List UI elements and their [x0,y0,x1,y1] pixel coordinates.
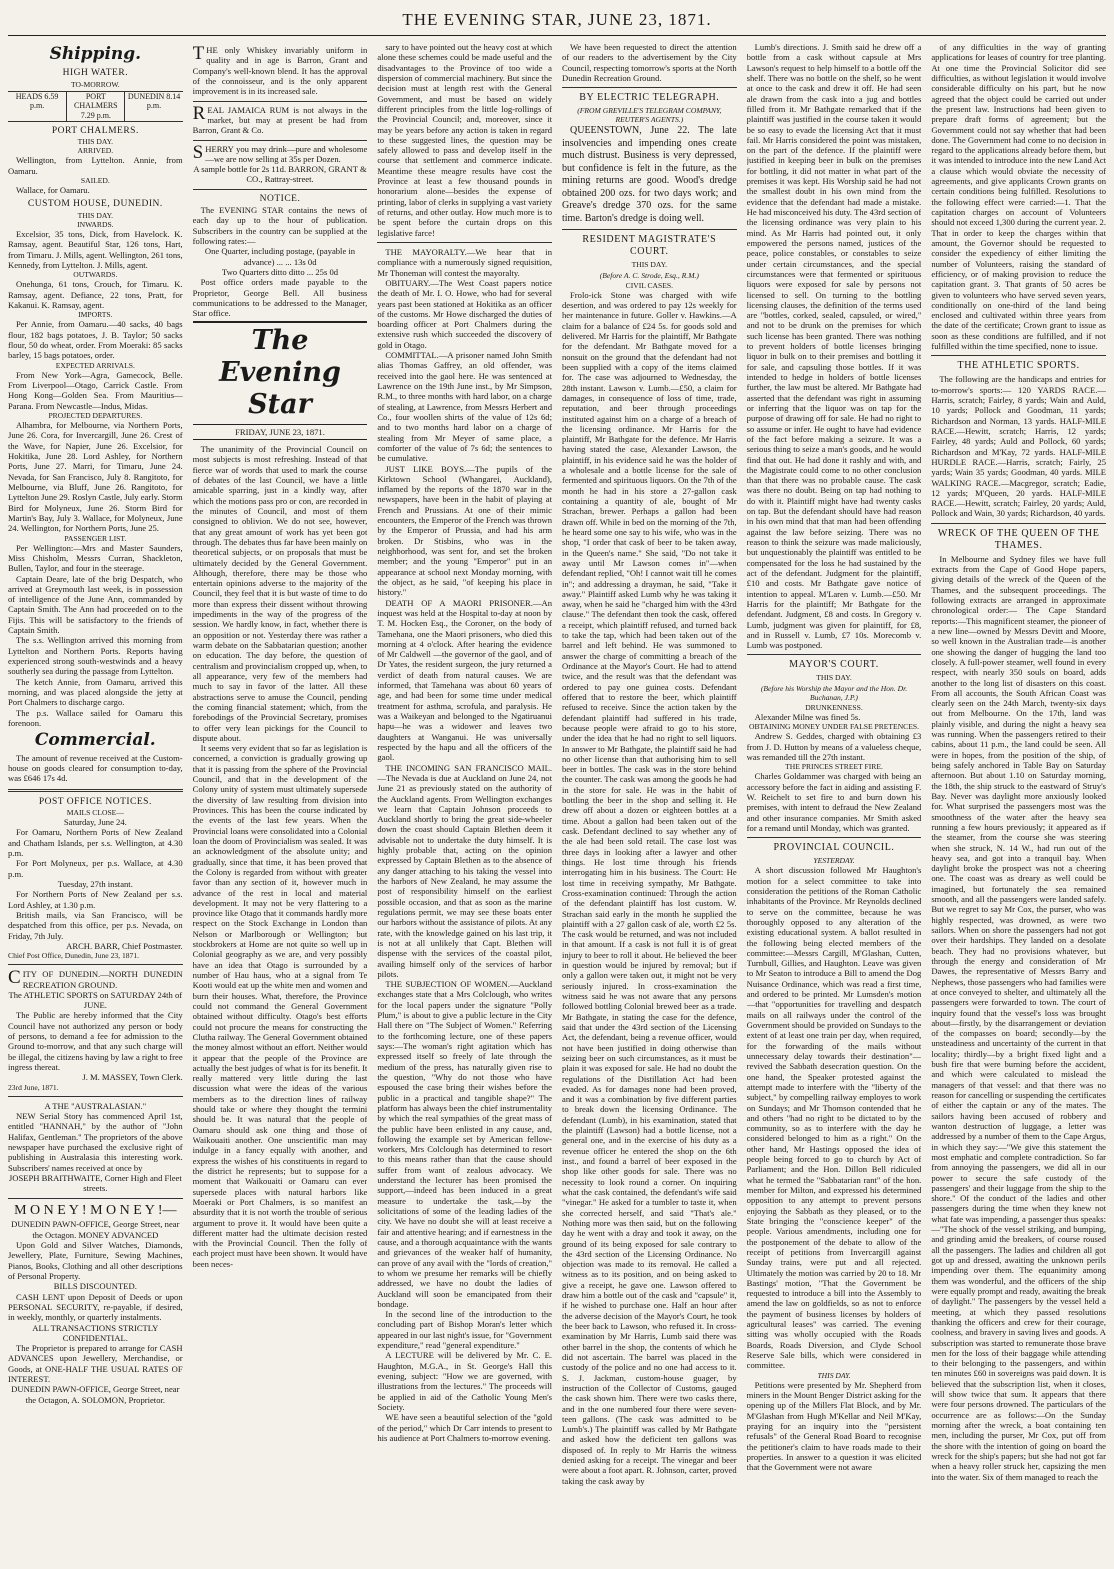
money-line: DUNEDIN PAWN-OFFICE, George Street, near the Octagon, A. SOLOMON, Proprietor. [11,1384,180,1405]
date-line: FRIDAY, JUNE 23, 1871. [193,427,368,440]
imports-text: Per Annie, from Oamaru.—40 sacks, 40 bags flour, 182 bags potatoes, J. B. Taylor; 50 sacks flour, 50 do wheat, order. From Moeraki: 85 sacks barley, 15 bags potatoes, order. [8,319,183,361]
commercial-text: The amount of revenue received at the Custom-house on goods cleared for consumption to-day, was £646 17s 4d. [8,752,183,784]
tide-heads: HEADS 6.59 p.m. [15,91,59,111]
fire-label: THE PRINCES STREET FIRE. [785,762,883,772]
high-water-label: HIGH WATER. [62,68,129,79]
rm-court-before: (Before A. C. Strode, Esq., R.M.) [599,270,699,280]
notice-heading: NOTICE. [259,193,301,204]
notice-rate: Two Quarters ditto ditto ... 25s 0d [221,267,339,278]
imports-label: IMPORTS. [78,310,113,320]
mayors-court-day: THIS DAY. [816,673,852,683]
arrived-text: Wellington, from Lyttelton. Annie, from Oamaru. [8,155,183,176]
column-1 [8,42,183,1562]
city-sports: The ATHLETIC SPORTS on SATURDAY 24th of JUNE. [8,989,183,1011]
post-text: For Port Molyneux, per p.s. Wallace, at 4.30 p.m. [8,858,183,879]
city-heading: CITY OF DUNEDIN.—NORTH DUNEDIN RECREATION GROUND. [8,967,183,990]
australasian-heading: A THE "AUSTRALASIAN." [44,1100,147,1111]
news-bishop-correction: In the second line of the introduction to the concluding part of Bishop Moran's letter which appeared in our last night's issue, for "Government expenditure," read "general expenditure." [377,1309,552,1351]
false-pretences-text: Andrew S. Geddes, charged with obtaining £3 from J. D. Hutton by means of a valueless cheque, was remanded till the 27th instant. [746,731,922,762]
sherry-advert [193,141,368,190]
provincial-council-heading: PROVINCIAL COUNCIL. [773,842,895,854]
fire-text: Charles Goldammer was charged with being an accessory before the fact in aiding and assisting F. W. Reichelt to set fire to and burn down his premises, with intent to defraud the New Zealand and other insurance companies. Mr Smith asked for a remand until Monday, which was granted. [746,771,922,833]
inwards-text: Excelsior, 35 tons, Dick, from Havelock. K. Ramsay, agent. Beautiful Star, 126 tons, Hart, from Timaru. J. Mills, agent. Wellington, 261 tons, Kennedy, from Lyttelton. J. Mills, agent. [8,228,183,270]
shipping-paragraph: Captain Deare, late of the brig Despatch, who arrived at Greymouth last week, is in possession of intelligence of the June Ann, commanded by Captain Smith. The Ann had proceeded on to the Fijis. This will be satisfactory to the friends of Captain Smith. [8,573,183,636]
australasian-body: NEW Serial Story has commenced April 1st, entitled "HANNAH," by the author of "John Halifax, Gentleman." The proprietors of the above newspaper have purchased the exclusive right of publishing in Australasia this interesting work. Subscribers' names received at once by [8,1111,183,1173]
money-line: ALL TRANSACTIONS STRICTLY CONFIDENTIAL. [32,1322,159,1343]
sherry-sample: A sample bottle for 2s 11d. BARRON, GRANT & CO., Rattray-street. [193,164,367,185]
athletic-sports-body: The following are the handicaps and entries for to-morrow's sports:— 120 YARDS RACE.—Harris, scratch; Fairley, 8 yards; Wain and Auld, 10 yards; Pollock and Goodman, 11 yards; Richardson and Norman, 13 yards. HALF-MILE RACE.—Hewitt, scratch; Harris, 12 yards; Fairley, 48 yards; Auld and Pollock, 60 yards; Richardson and M'Kay, 72 yards. HALF-MILE HURDLE RACE.—Harris, scratch; Fairly, 25 yards; Wain 35 yards; Goodman, 40 yards. MILE WALKING RACE.—Macgregor, scratch; Eadie, 12 yards; M'Queen, 20 yards. HALF-MILE RACE.—Hewitt, scratch; Fairley, 20 yards; Auld, Pollock and Wain, 30 yards; Richardson, 40 yards. [931,374,1106,519]
city-date: 23rd June, 1871. [8,1082,59,1092]
rm-court-heading: RESIDENT MAGISTRATE'S COURT. [582,234,717,258]
news-gold: WE have seen a beautiful selection of the "gold of the period," which Dr Carr intends to present to his audience at Port Chalmers to-morrow evening. [377,1412,552,1443]
commercial-heading: Commercial. [34,730,156,751]
money-line: BILLS DISCOUNTED. [53,1281,137,1292]
inwards-label: INWARDS. [77,219,114,229]
rm-court-day: THIS DAY. [631,260,668,270]
news-san-francisco-mail: THE INCOMING SAN FRANCISCO MAIL.—The Nevada is due at Auckland on June 24, not June 21 as previously stated on the authority of the Auckland agents. From Wellington exchanges we learn that Captain Johnson proceeds to Auckland shortly to bring the great side-wheeler down the coast should Captain Blethen deem it advisable not to undertake the duty himself. It is highly probable that, acting on the opinion expressed by Captain Blethen as to the absence of any danger attaching to his taking the vessel into the harbors of New Zealand, he may assume the post of responsibility himself on the earliest possible occasion, and that as soon as the marine regulations permit, we may see these boats enter our harbors without the assistance of pilots. At any rate, with the knowledge gained on his last trip, it is not at all unlikely that Capt. Blethen will dispense with the services of the coastal pilot, availing himself only of the services of harbor pilots. [377,762,552,979]
projected-text: Alhambra, for Melbourne, via Northern Ports, June 26. Cora, for Invercargill, June 26. Crest of the Wave, for Napier, June 26. Excelsior, for Hokitika, June 28. Lord Ashley, for Northern Ports, June 27. Marri, for Timaru, June 24. Nevada, for San Francisco, July 8. Rangitoto, for Melbourne, via Bluff, June 26. Rangitoto, for Lyttelton June 29. Roslyn Castle, July early. Storm Bird for Molyneux, June 26. Storm Bird for Martin's Bay, July 3. Wallace, for Molyneux, June 24. Wellington, for Northern Ports, June 25. [8,420,183,534]
editorial-paragraph: It seems very evident that so far as legislation is concerned, a conviction is gradually growing up that it is passing from the sphere of the Provincial Council, and that in the development of the Colony unity of system must ultimately supersede the diversity of law resulting from division into Provinces. This has been the course indicated by the events of the last few years. When the Provincial loans were consolidated into a Colonial loan the doom of Provincialism was sealed. It was an acknowledgment of the absolute unity; and gradually, since that time, it has been proved that the Colony is regarded from without with greater favor than any section of it, however much in advance of the rest in local and material development. It may not be very flattering to a province like Otago that it commands hardly more respect on the Stock Exchange in London than Nelson or Marlborough or Wellington; but stockbrokers at Home are not quite so well up in Colonial geography as we are, and very possibly have an idea that Otago is surrounded by a number of Hau haus, who at a signal from Te Kooti would eat up the white men and women and burn their houses. What, therefore, the Province could not command the General Government obtained without difficulty. Otago's best efforts could not procure the means for constructing the Clutha railway. The General Government obtained the money almost without an effort. Neither would it appear that the people of the Province are actually the best judges of what is for its benefit. It really mattered very little during the last discussion what were the ideas of the various members as to the direction lines of railway should take or where they thought the termini should be. It was natural that the people of Oamaru should ask one thing and those of Waikouaiti another. One unscientific man may indulge in a fancy equally with another, and express the wishes of his constituents in regard to the district he represents; but to suppose for a moment that Waikouaiti or Oamaru can ever supersede places with natural harbors like Moeraki or Port Chalmers, is so manifest an absurdity that it is not worth the trouble of serious argument to prove it. It would have been quite a different matter had the ultimate decision rested with the Provincial Council. Then the folly of each project must have been shown. It would have been neces- [192,743,368,1269]
news-lecture: A LECTURE will be delivered by Mr. C. E. Haughton, M.G.A., in St. George's Hall this evening, subject: "How we are governed, with illustrations from the lectures." The proceeds will be applied in aid of the Catholic Young Men's Society. [377,1350,552,1412]
notice-text: Post office orders made payable to the Proprietor, George Bell. All business communications to be addressed to the Manager, Star office. [192,277,368,319]
passenger-label: PASSENGER LIST. [64,533,127,543]
outwards-label: OUTWARDS. [73,270,118,280]
provincial-continued: of any difficulties in the way of granting applications for leases of country for tree planting. At one time the Provincial Solicitor did see difficulties, as without legislation it would involve considerable difficulty on his part, but he now agreed that the object could be carried out under the present law. Instructions had been given to prepare draft forms of agreement; but the Government could not say whether that had been done. The Government had come to no decision in regard to the applications already before them, but it was intended to introduce into the new Land Act a clause which would obviate the necessity of agreements, and give applicants Crown grants on certain conditions being fulfilled. Resolutions to the following effect were carried:—1. That the capitation charges on account of Volunteers should not exceed 1,300 during the current year. 2. That in order to keep the charges within that amount, the Governor should be requested to consider the expediency of either limiting the number of Volunteers, raising the standard of efficiency, or of making provision to reduce the capitation grant. 3. That grants of 50 acres be given to volunteers who have served seven years, conditionally on one-third of the land being enclosed and cultivated within three years from the date of the certificate; Crown grant to issue as soon as these conditions are fulfilled, and if not fulfilled within the time specified, none to issue. [931,42,1106,352]
tide-port-chalmers: PORT CHALMERS 7.29 p.m. [66,92,124,121]
news-obituary: OBITUARY.—The West Coast papers notice the death of Mr. I. O. Howe, who had for several years past been stationed at Hokitika as an officer of the customs. Mr Howe discharged the duties of boarding officer at Port Chalmers during the extensive rush which succeeded the discovery of gold in Otago. [377,277,552,350]
shipping-paragraph: The p.s. Wallace sailed for Oamaru this forenoon. [8,707,183,728]
telegraph-body: QUEENSTOWN, June 22. The late insolvencies and impending ones create much distrust. Business is very depressed, but confidence is felt in the future, as the mining returns are good. Wood's dredge obtained 200 ozs. for two days work; and Greave's dredge 370 ozs. for the same time. Barton's dredge is doing well. [562,125,737,224]
post-place: Chief Post Office, Dunedin, June 23, 1871. [8,951,140,961]
column-2 [193,42,368,1562]
shipping-heading: Shipping. [49,44,142,64]
athletic-sports-heading: THE ATHLETIC SPORTS. [957,360,1080,372]
tomorrow-label: TO-MORROW. [70,79,120,89]
money-heading: M O N E Y ! M O N E Y !— [14,1202,177,1218]
money-line: CASH LENT upon Deposit of Deeds or upon PERSONAL SECURITY, re-payable, if desired, in weekly, monthly, or quarterly instalments. [8,1291,183,1323]
provincial-yesterday: YESTERDAY. [813,856,855,866]
post-text: British mails, via San Francisco, will be despatched from this office, per p.s. Nevada, on Friday, 7th July. [8,909,183,941]
wreck-heading: WRECK OF THE QUEEN OF THE THAMES. [937,527,1100,551]
column-3 [377,42,552,1562]
post-tuesday: Tuesday, 27th instant. [57,878,133,889]
post-saturday: Saturday, June 24. [63,817,127,828]
telegraph-heading: BY ELECTRIC TELEGRAPH. [579,92,720,104]
port-chalmers-heading: PORT CHALMERS. [51,125,139,136]
post-signature: ARCH. BARR, Chief Postmaster. [66,940,183,951]
provincial-today-body: Petitions were presented by Mr. Shepherd from miners in the Mount Benger District asking for the opening up of the Millers Flat Block, and by Mr. M'Glashan from Hugh M'Kellar and Neil M'Kay, praying for an inquiry into the "persistent refusals" of the General Road Board to recognise the petitioner's claim to have roads made to their properties. In answer to a question it was elicited that the Government were not aware [746,1379,922,1473]
drunkenness-text: Alexander Milne was fined 5s. [754,711,861,722]
rum-advert: REAL JAMAICA RUM is not always in the market, but may at present be had from Barron, Grant & Co. [193,102,368,141]
money-line: Upon Gold and Silver Watches, Diamonds, Jewellery, Plate, Furniture, Sewing Machines, Pianos, Books, Clothing and all other descriptions of Personal Property. [8,1240,183,1281]
column-5 [747,42,922,1562]
paper-title: The Evening Star [193,321,368,425]
post-text: For Oamaru, Northern Ports of New Zealand and Chatham Islands, per s.s. Wellington, at 4.30 p.m. [8,827,183,858]
city-signature: J. M. MASSEY, Town Clerk. [82,1072,183,1083]
money-line: The Proprietor is prepared to arrange for CASH ADVANCES upon Jewellery, Merchandise, or Goods, at ONE-HALF THE USUAL RATES OF INTEREST. [8,1343,183,1385]
australasian-signature: JOSEPH BRAITHWAITE, Corner High and Fleet streets. [8,1172,182,1194]
post-text: For Northern Ports of New Zealand per s.s. Lord Ashley, at 1.30 p.m. [8,889,183,910]
rm-court-body: Frolo-ick Stone was charged with wife desertion, and was ordered to pay 12s weekly for her maintenance in future. Goller v. Hawkins.—A claim for a balance of £24 5s. for goods sold and delivered. Mr Harris for the plaintiff, Mr Bathgate for the defendant. Mr Bathgate moved for a nonsuit on the ground that the defendant had not been supplied with a copy of the items claimed for. The case was adjourned to Wednesday, the 28th instant. Lawson v. Lumb.—£50, a claim for damages, in consequence of loss of time, trade, reputation, and beer through proceedings instituted against him on a charge of a breach of the licensing ordinance. Mr Harris for the plaintiff, Mr Bathgate for the defence. Mr Harris having stated the case, Alexander Lawson, the plaintiff, in his evidence said he was the holder of a wholesale and a bottle license for the sale of fermented and spirituous liquors. On the 7th of the month he had in his store a 27-gallon cask containing a quantity of ale, bought of Mr Strachan, brewer. Perhaps a gallon had been drawn off. While in bed on the morning of the 7th, he heard some one say to his wife, who was in the shop, "I order that cask of beer to be taken away, in the Queen's name." She said, "Do not take it away until Mr Lawson comes in"—when defendant replied, "Oh! I cannot wait till he comes in"; and addressing a drayman, he said, "Take it away." Plaintiff asked Lumb why he was taking it away, when he said he "charged him with the 43rd clause." The defendant then took the cask, offered a receipt, which plaintiff refused, and turned back to take the tap, which had been taken out of the barrel and left behind. He was summoned to answer the charge of committing a breach of the Ordinance at the Mayor's Court. He had to attend twice, and the result was that the defendant was ordered to pay one guinea costs. Defendant offered that to restore the beer, which plaintiff refused to receive. Since the action taken by the defendant plaintiff had suffered in his trade, because people were afraid to go to his store, under the idea that he had no right to sell liquors. In answer to Mr Bathgate, the plaintiff said he had no other license than that authorising him to sell beer in bottles. The cask was in the store behind the counter. The cask was among the goods he had in the store for sale. He was in the habit of bottling the beer in the shop and selling it. He drew off about a dozen or eighteen bottles at a time. About a gallon had been taken out of the cask. Defendant declined to say whether any of the ale had been sold retail. The case lost was three days in looking after a lawyer and other things. He lost time through his friends interrogating him in his business. The Court: He lost time in receiving sympathy, Mr Bathgate. Cross-examination continued: Through the action of the defendant plaintiff has lost custom. W. Strachan said early in the month he supplied the plaintiff with a 27 gallon cask of ale, worth £2 5s. The cask would be returned, and was not included in that amount. If a cask is not full it is of great injury to beer to roll it about. He believed the beer in question would be injured by removal; but if only a gallon were taken out, it might not be very seriously injured. In cross-examination the witness said he was not aware that any persons followed bottling Colonial brewed beer as a trade. Mr Bathgate, in stating the case for the defence, said that under the 43rd section of the Licensing Act, the defendant, being a revenue officer, would not have been justified in doing otherwise than seizing beer on such circumstances, as it must be plain it was exposed for sale. He had no doubt the regulations of the Distillation Act had been evaded. As for damages none had been proved, and it was a combination by five different parties to break down the licensing Ordinance. The defendant (Lumb), in his examination, stated that the plaintiff (Lawson) had a bottle license, not a general one, and in the exercise of his duty as a revenue officer he entered the shop on the 6th inst., and found a barrel of beer exposed in the shop like other goods for sale. There was no necessity to look round a corner. On inquiring what the cask contained, the defendant's wife said "vinegar." He asked for a tumbler to taste it, when she corrected herself, and said "That's ale." Nothing more was then said, but on the following day he went with a dray and took it away, on the ground of its being exposed for sale contrary to the 43rd section of the Licensing Ordinance. No objection was made to its removal. He called a witness as to its position, and on being asked to give a receipt, he gave one. Lawson offered to draw him a bottle out of the cask and "capsule" it, if he wished to purchase one. Half an hour after the adverse decision of the Mayor's Court, he took the beer back to Lawson, who refused it. In cross-examination by Mr Harris, Lumb said there was other barrel in the shop, the contents of which he did not ascertain. The barrel was placed in the custody of the police and no one had access to it. S. J. Jackman, custom-house guager, by instruction of the Collector of Customs, gauged the cask shown him. There were two casks there, and in the one numbered four there were seven-teen gallons. (The cask was admitted to be Lumb's.) The plaintiff was called by Mr Bathgate and asked how the deficient ten gallons was disposed of. In reply to Mr Harris the witness denied asking for a receipt. The vinegar and beer were about a foot apart. R. Johnson, carter, proved taking the cask away by [562,289,737,1486]
mails-close-label: MAILS CLOSE— [66,807,124,817]
sherry-text: SHERRY you may drink—pure and wholesome—we are now selling at 35s per Dozen. [192,141,368,164]
column-4 [562,42,737,1562]
editorial-continued: sary to have pointed out the heavy cost at which alone these schemes could be made useful and the disadvantages to the Province of too wide a dispersion of commercial machinery. But since the decision must at length rest with the General Government, and must be based on widely different principles from the little log-rollings of the Provincial Council; and, moreover, since it may be years before any action is taken in regard to these suggested lines, the question may be safely allowed to pass and develop itself in the course that settlement and commerce indicate. Meantime these meagre results have cost the Province at least a few thousand pounds in honorarium alone—besides the expense of printing, labor of clerks in supplying a vast variety of returns, and other outlay. How much more is to be spent before the curtain drops on this legislative farce! [377,42,552,238]
customs-day: THIS DAY. [77,210,114,220]
tide-table [8,91,183,122]
news-maori-prisoner: DEATH OF A MAORI PRISONER.—An inquest was held at the Hospital to-day at noon by T. M. Hocken Esq., the Coroner, on the body of Tamehana, one the Maori prisoners, who died this morning at 4 o'clock. After hearing the evidence of Mr Caldwell —the governor of the gaol, and of Dr Yates, the resident surgeon, the jury returned a verdict of death from natural causes. We are informed, that Tamehana was about 60 years of age, and had been for some time under medical treatment for asthma, scrofula, and paralysis. He was a Waikeyan and belonged to the Ngatiruanui hapu—he was a widower and leaves two daughters at Wanganui. He was universally respected by the hapu and all the officers of the gaol. [377,597,552,763]
editorial-paragraph: The unanimity of the Provincial Council on most subjects is most refreshing. Instead of that fierce war of words that used to mark the course of debates of the last Council, we have a little amicable sparring, just in a kindly way, after which the motions pass pro or con, are recorded in the minutes of Council, and most of them consigned to oblivion. We do not see, however, that any great amount of work has yet been got through. The debates thus far have been mainly on theoretical subjects, or on proposals that must be ultimately decided by the General Government. Although, therefore, there may be those who entertain opinions adverse to the majority of the Council, they feel that it is but waste of time to do more than express their dissent without throwing impediments in the way of the progress of the session. We hardly know, in fact, whether there is an opposition or not. Yesterday there was rather a warm debate on the Sabbatarian question; another on education. The day before, the question of centralism and provincialism cropped up, when, to all appearance, very few of the members had much to say in favor of the latter. All these abstractions serve to amuse the Council, pending the coming financial statement; which, from the forebodings of the Provincial Secretary, promises to offer very lean pickings for the Council to dispute about. [192,444,368,743]
news-subjection-of-women: THE SUBJECTION OF WOMEN.—Auckland exchanges state that a Mrs Colclough, who writes for the local papers under the signature "Polly Plum," is about to give a public lecture in the City Hall there on "The Subject of Women." Referring to the forthcoming lecture, one of these papers says:—The woman's right agitation which has expressed itself so freely of late through the medium of the press, has naturally given rise to the question, "Why do not those who have espoused the case bring their wishes before the public in a practical and tangible shape?" The platform has always been the chief instrumentality by which the real sympathies of the great mass of the public have been enlisted in any cause, and, following the example set by American fellow-workers, Mrs Colclough has determined to resort to this means rather than that the cause should suffer from want of zealous advocacy. We understand the lecturer has been promised the support,—indeed has been induced in a great measure to undertake the task,—by the solicitations of some of the leading ladies of the city. We have no doubt she will at least receive a fair and attentive hearing; and if earnestness in the cause, and a thorough acquaintance with the wants and grievances of the weaker half of humanity, can prove of any avail with the "lords of creation," to whom we presume her remarks will be chiefly addressed, we have no doubt the ladies of Auckland will soon be emancipated from their bondage. [377,979,552,1309]
provincial-body: A short discussion followed Mr Haughton's motion for a select committee to take into consideration the petitions of the Roman Catholic inhabitants of the Province. Mr Reynolds declined to serve on the committee, because he was thoroughly opposed to any alteration of the existing educational system. A ballot resulted in the following being elected members of the committee:—Messrs Cargill, M'Glashan, Cutten, Turnbull, Gillies, and Haughton. Leave was given to Mr Seaton to introduce a Bill to amend the Dog Nuisance Ordinance, which was read a first time, and ordered to be printed. Mr Lumsden's motion—that "opportunities for travelling and despatch mails on all railways under the control of the Government should be provided on Sundays to the extent of at least one train per day, when required, for the forwarding of the mails without unnecessary delay towards their destination"—revived the Sabbath desecration question. On the one hand, the Speaker protested against the attempt made to interfere with the "liberty of the subject," by compelling railway employes to work on Sundays; and Mr Thomson contended that he and others "had no right to be dictated to by the community, so as to interfere with the day he considered belonged to him as a right." On the other hand, Mr Hastings opposed the idea of people being forced to go to church by Act of Parliament; and the Hon. Dillon Bell ridiculed what he termed the "Sabbatarian rant" of the hon. member for Milton, and expressed his determined opposition to any attempt to prevent persons enjoying the Sabbath as they pleased, or to the State bringing the "conscience keeper" of the people. Various amendments, including one for the postponement of the debate to allow of the receipt of petitions from Invercargill against Sunday trains, were put and all rejected. Ultimately the motion was carried by 20 to 18. Mr Bastings' motion, "That the Government be requested to introduce a bill into the Assembly to amend the law on goldfields, so as not to enforce the payment of business licenses by holders of agricultural leases" was carried. The evening sitting was wholly occupied with the Roads Boards, Roads Diversion, and Clyde School Reserve Sale bills, which were considered in committee. [746,865,922,1371]
rm-court-civil: CIVIL CASES. [625,280,674,290]
rm-court-continued: Lumb's directions. J. Smith said he drew off a bottle from a cask without capsule at Mrs Lawson's request to help himself to a bottle off the shelf. There was no bottle on the shelf, so he went at once to the cask and drew it off. He had seen ale drawn from the cask into a jug and bottles filled from it. Mr Bathgate remarked that if the plaintiff was justified in the course taken it would be so easy to evade the licensing Act that it must fail. Mr Harris considered the point was mistaken, on the part of the defence. If the plaintiff were justified in keeping beer in bulk on the premises for bottling, it did not matter in what part of the premises it was kept. His Worship said he had not the smallest doubt in his own mind from the evidence that the defendant had made a mistake. He had misconceived his duty. The 43rd section of the licensing ordinance was very plain to his mind. As Mr Harris had pointed out, it only empowered the persons named, justices of the peace, police constables, or constables to seize under certain circumstances, and the special circumstances were that fermented or spirituous liquors were exposed for sale by persons not licensed to sell. On turning to the bottling licensing clauses, the definition of the terms used are "bottles, corked, sealed, capsuled, or wired," and not to be drunk on the premises for which such license has been granted. There was nothing to prevent holders of bottle licenses bringing liquor in bulk on to their premises and bottling it for sale, and capsuling those bottles. If it was intended to hedge in holders of bottle licenses further, the law must be altered. Mr Bathgate had asserted that the defendant was right in assuming or inferring that the liquor was on tap for the purpose of drawing off for sale. He had no right to so assume or infer. He ought to have had evidence of the fact before making a seizure. It was a serious thing to seize a man's goods, and he would find that out. He had done it rashly and with, and the Magistrate could come to no other conclusion than that there was no probable cause. The cask was there no doubt. Being on tap had nothing to do with it. Plaintiff might have had twenty casks on tap. But the defendant should have had reason in his own mind that that man had been offending against the law before seizing. There was no reason to think the seizure was made maliciously, but unquestionably the plaintiff was entitled to be compensated for the loss he had sustained by the act of the defendant. Judgment for the plaintiff, £10 and costs. Mr Bathgate gave notice of intention to appeal. M'Laren v. Lumb.—£50. Mr Harris for the plaintiff; Mr Bathgate for the defendant. Judgment, £8 and costs. In Gregory v. Lumb, judgment was given for plaintiff, for £8, and in Russell v. Lumb, £7 10s. Morecomb v. Lumb was postponed. [746,42,922,651]
news-mayoralty: THE MAYORALTY.—We hear that in compliance with a numerously signed requisition, Mr Thoneman will contest the mayoralty. [377,246,552,278]
false-pretences-label: OBTAINING MONEY UNDER FALSE PRETENCES. [748,722,920,732]
news-committal: COMMITTAL.—A prisoner named John Smith alias Thomas Gaffrey, an old offender, was received into the gaol here. He was sentenced at Lawrence on the 19th June inst., by Mr Simpson, R.M., to three months with hard labor, on a charge of stealing, at Lawrence, from Messrs Herbert and Co., four woollen shirts of the value of 12s 6d; and to two months hard labor on a charge of stealing from Mr Meyer of same place, a comforter of the value of 7s 6d; the sentences to be cumulative. [377,350,552,464]
columns [8,36,1106,1562]
telegraph-source: (FROM GREVILLE'S TELEGRAM COMPANY, REUTER'S AGENTS.) [577,106,722,125]
shipping-paragraph: The s.s. Wellington arrived this morning from Lyttelton and Northern Ports. Reports having experienced strong south-westwinds and a heavy southerly sea during the passage from Lyttelton. [8,635,183,677]
customs-heading: CUSTOM HOUSE, DUNEDIN. [27,199,163,210]
mayors-court-before: (Before his Worship the Mayor and the Hon. Dr. Buchanan, J.P.) [760,683,908,702]
mayors-court-heading: MAYOR'S COURT. [789,659,879,671]
post-office-heading: POST OFFICE NOTICES. [38,796,152,807]
sailed-text: Wallace, for Oamaru. [16,185,90,196]
city-body: The Public are hereby informed that the City Council have not authorized any person or body of persons, to demand a fee for admission to the Ground to-morrow, and that any such charge will be illegal, the citizens having by law a right to free ingress thereat. [8,1010,183,1073]
arrived-label: ARRIVED. [77,146,114,156]
sports-notice: We have been requested to direct the attention of our readers to the advertisement by the City Council, respecting tomorrow's sports at the North Dunedin Recreation Ground. [562,42,737,83]
expected-text: From New York—Agra, Gamecock, Belle. From Liverpool—Otago, Carrick Castle. From Hong Kong—Golden Sea. From Mauritius—Parana. From Newcastle—Indus, Midas. [8,369,183,411]
masthead-title: THE EVENING STAR, JUNE 23, 1871. [8,6,1106,36]
projected-label: PROJECTED DEPARTURES. [48,410,143,420]
outwards-text: Onehunga, 61 tons, Crouch, for Timaru. K. Ramsay, agent. Defiance, 22 tons, Pratt, for Kakanui. K. Ramsay, agent. [8,279,183,310]
news-just-like-boys: JUST LIKE BOYS.—The pupils of the Kirktown School (Whangarei, Auckland), inflamed by the reports of the 1870 war in the newspapers, have been in the habit of playing at French and Prussians. At one of their mimic encounters, the Emperor of the French was thrown by the Emperor of Prussia, and had his arm broken. Dr Stisbins, who was in the neighborhood, was sent for, and set the broken member; and the young "Emperor" put in an appearance at school next Monday morning, with the object, as he said, "of keeping his place in history." [377,463,552,598]
drunkenness-label: DRUNKENNESS. [805,702,863,712]
expected-label: EXPECTED ARRIVALS. [55,360,135,370]
notice-text: The EVENING STAR contains the news of each day up to the hour of publication. Subscribers in the country can be supplied at the following rates:— [192,205,368,247]
sailed-label: SAILED. [80,175,110,185]
port-this-day: THIS DAY. [77,137,114,147]
provincial-this-day: THIS DAY. [817,1370,851,1380]
column-6 [931,42,1106,1562]
tide-dunedin: DUNEDIN 8.14 p.m. [124,92,182,121]
notice-rate: One Quarter, including postage, (payable in advance) ... ... 13s 0d [204,246,356,267]
shipping-paragraph: The ketch Annie, from Oamaru, arrived this morning, and was placed alongside the jetty at Port Chalmers to discharge cargo. [8,676,183,708]
money-line: DUNEDIN PAWN-OFFICE, George Street, near the Octagon. MONEY ADVANCED [11,1219,180,1240]
whiskey-advert: THE only Whiskey invariably uniform in quality and in age is Barron, Grant and Company's well-known blend. It has the approval of the connoisseur, and is the only apparent improvement is in its increased sale. [193,42,368,102]
wreck-body: In Melbourne and Sydney files we have full extracts from the Cape of Good Hope papers, giving details of the wreck of the Queen of the Thames, and the subsequent proceedings. The following extracts are arranged in approximate chronological order:— The Cape Standard reports:—This magnificent steamer, the pioneer of a new line—owned by Messrs Devitt and Moore, so well known in the Australian trade—is another one showing the danger of hugging the land too closely. A full-power steamer, well found in every respect, with nearly 350 souls on board, adds another to the long list of disasters on this coast. From all accounts, the South African Coast was clearly seen on the 24th March, twenty-six days out from Melbourne. On the 17th, land was plainly visible, and during the night a heavy sea was running. When the passengers retired to their cabins, about 11 p.m., the land could be seen. All were in hopes, from the position of the ship, of being safely anchored in Table Bay on Saturday afternoon. But about 1.10 on Saturday morning, the 18th, the ship struck to the eastward of Struy's Bay. Never was daylight more anxiously looked for. What surprised the passengers most was the smoothness of the water after the heavy sea running a few hours previously; it appeared as if the steamer, from the course she was steering when she struck, N. 14 W., had run out of the heavy sea, and got into a tranquil bay. When daylight broke the prospect was not a cheering one. The coast was as dreary as well could be imagined, but fortunately the sea remained smooth, and all the passengers were landed safely. But we regret to say Mr Cox, the purser, who was highly respected, was drowned, as were two sailors. When on shore the passengers had not got over their hardships. They landed on a desolate beach. They had no provisions whatever, but through the energy and consideration of Mr Dawes, the representative of Messrs Barry and Nephews, those passengers who had families were at once conveyed to shelter, and ultimately all the passengers were forwarded to town. The court of inquiry found that the vessel's loss was brought about—firstly, by the disarrangement or deviation of the compasses on board; secondly—by the unsteadiness and uncertainty of the current in that locality; thirdly—by a bright fixed light and a bush fire that were burning before the accident, and which were calculated to mislead the managers of that vessel: and that there was no reason for cancelling or suspending the certificates of either the captain or any of the mates. The sailors having been accused of robbery and wanton destruction of luggage, a letter was addressed by a number of them to the Cape Argus, in which they say:—"We give this statement the most emphatic and complete contradiction. So far from annoying the passengers, we did all in our power to secure the safe custody of the passengers' and their luggage from the ship to the shore." Of the conduct of the ladies and other passengers during the time when they knew not what fate was impending, a passenger thus speaks:—"The shock of the vessel striking, and bumping, and grinding amid the breakers, of course roused all the passengers. The ladies and children all got got up and dressed, awaiting the unknown perils impending over them. The equanimity among them was wonderful, and the officers of the ship were equally prompt and ready, awaiting the break of daylight." The passengers by the vessel held a meeting, at which they passed resolutions thanking the officers and crew for their courage, coolness, and bravery in saving lives and goods. A subscription was started to remunerate those brave men for the loss of their baggage while attending to their belonging to the passengers, and within ten minutes £60 in sovereigns was paid down. It is believed that the subscription list, when it closes, will show twice that sum. It appears that there were four persons drowned. The particulars of the occurrence are as follows:—On the Sunday morning after the wreck, a boat containing ten men, including the purser, Mr Cox, put off from the shore with the intention of going on board the wreck for the ship's papers; but she had not got far when a heavy roller struck her, capsizing the men into the water. Six of them managed to reach the [931,553,1106,1482]
passenger-text: Per Wellington:—Mrs and Master Saunders, Miss Chisholm, Messrs Curran, Shackleton, Bullen, Taylor, and four in the steerage. [8,542,183,574]
